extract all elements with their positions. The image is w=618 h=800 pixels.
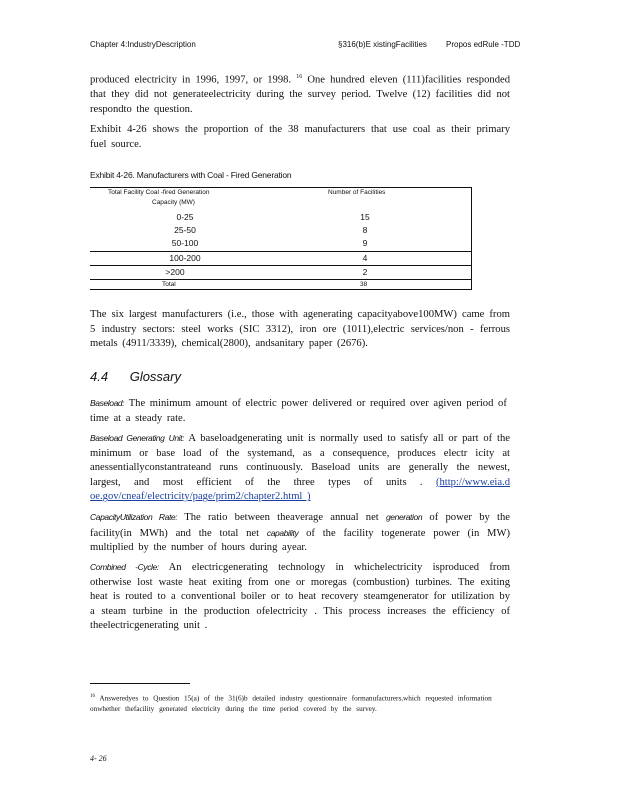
glossary-heading [90,369,181,384]
table-row-rule [90,279,472,280]
cell-number: 2 [362,267,368,277]
col-header-number: Number of Facilities [328,189,386,196]
term-combined-cycle: Combined -Cycle: [90,562,159,572]
cell-number: 8 [362,225,368,235]
paragraph-2-text: Exhibit 4-26 shows the proportion of the 38 manufacturers that use coal as their primary fuel source. [90,124,510,150]
table-row-rule [90,251,472,252]
glossary-entry-combined-cycle [90,560,510,634]
page-number: 4- 26 [90,754,107,763]
definition-capacity-utilization-c: of the facility togenerate power (in MW) multiplied by the number of hours during ayear. [90,527,511,554]
footnote-16 [90,691,510,715]
glossary-entry-baseload-generating-unit [90,431,510,505]
table-row [90,225,472,237]
paragraph-2 [90,123,510,152]
term-capacity-utilization: CapacityUtilization Rate: [90,512,178,522]
header-section: §316(b)E xistingFacilities [338,40,427,49]
exhibit-table [90,187,472,290]
term-baseload: Baseload: [90,398,125,408]
table-row [90,253,472,265]
definition-capacity-utilization-b: of power by the facility(in MWh) and the total net [90,512,510,539]
definition-capacity-utilization-a: The ratio between theaverage annual net [184,512,379,523]
table-row [90,267,472,279]
exhibit-title: Exhibit 4-26. Manufacturers with Coal - Fired Generation [90,170,292,180]
cell-capacity: 50-100 [171,238,199,248]
paragraph-1-text-b: One hundred eleven (111)facilities responded that they did not generateelectricity during the survey period. Twelve (12) facilities did not respondto the question. [90,74,510,115]
glossary-title: Glossary [129,369,181,384]
cell-capacity: 100-200 [169,253,201,263]
cell-number: 9 [362,238,368,248]
table-total-row [90,281,472,293]
footnote-rule [90,683,190,684]
footnote-marker: 16 [90,694,95,699]
col-header-capacity-unit: Capacity (MW) [152,199,195,206]
paragraph-1 [90,70,510,117]
paragraph-3 [90,308,510,352]
footnote-ref-16[interactable]: 16 [296,74,303,80]
glossary-entry-baseload [90,396,510,426]
table-row [90,238,472,250]
term-baseload-generating-unit: Baseload Generating Unit: [90,433,185,443]
table-top-rule [90,187,472,188]
col-header-capacity: Total Facility Coal -fired Generation [108,189,210,196]
definition-generation-term: generation [385,512,423,522]
header-rule-status: Propos edRule -TDD [446,40,521,49]
cell-capacity: 25-50 [174,225,196,235]
definition-capability-term: capability [266,527,299,538]
total-label: Total [162,281,176,288]
footnote-text: Answeredyes to Question 15(a) of the 31(6)b detailed industry questionnaire formanufacturers,which requested information onwhether thefacility generated electricity during the time period covered by the survey. [90,694,492,714]
total-value: 38 [360,281,368,288]
paragraph-1-text-a: produced electricity in 1996, 1997, or 1998. [90,74,292,86]
table-row [90,212,472,224]
definition-baseload-generating-unit: A baseloadgenerating unit is normally used to satisfy all or part of the minimum or base load of the systemand, as a consequence, produces electr icity at anessentiallyconstantrateand runs continuously. Baseload units are generally the newest, largest, and most efficient of the three types of units . [90,433,510,488]
cell-capacity: 0-25 [176,212,194,222]
paragraph-3-text: The six largest manufacturers (i.e., those with agenerating capacityabove100MW) came from 5 industry sectors: steel works (SIC 3312), iron ore (1011),electric services/non - ferrous metals (4911/3339), chemical(2800), andsanitary paper (2676). [90,309,510,350]
eia-chapter2-link[interactable]: (http://www.eia.d oe.gov/cneaf/electricity/page/prim2/chapter2.html ) [90,476,510,503]
table-bottom-rule [90,289,472,290]
cell-number: 15 [360,212,370,222]
definition-baseload: The minimum amount of electric power delivered or required over agiven period of time at a steady rate. [90,398,507,424]
definition-combined-cycle: An electricgenerating technology in whichelectricity isproduced from otherwise lost waste heat exiting from one or moregas (combustion) turbines. The exiting heat is routed to a conventional boiler or to heat recovery steamgenerator for utilization by a steam turbine in the production ofelectricity . This process increases the efficiency of theelectricgenerating unit . [90,562,510,632]
header-chapter: Chapter 4:IndustryDescription [90,40,196,49]
cell-number: 4 [362,253,368,263]
glossary-number: 4.4 [90,369,109,384]
glossary-entry-capacity-utilization [90,510,510,556]
table-row-rule [90,265,472,266]
cell-capacity: >200 [165,267,185,277]
